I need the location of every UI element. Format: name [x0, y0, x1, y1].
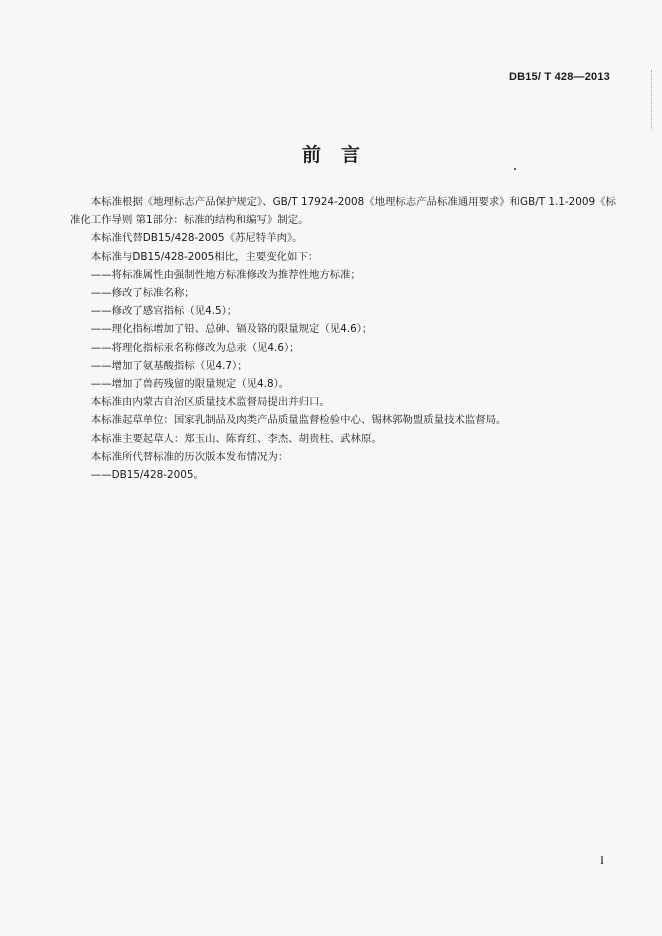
- list-item: ——理化指标增加了铅、总砷、镉及铬的限量规定（见4.6）；: [90, 323, 373, 336]
- list-item: ——增加了氨基酸指标（见4.7）；: [90, 359, 248, 372]
- list-item: ——增加了兽药残留的限量规定（见4.8）。: [90, 378, 290, 391]
- list-item: ——将标准属性由强制性地方标准修改为推荐性地方标准；: [90, 268, 361, 281]
- page-number: I: [600, 853, 604, 867]
- paragraph: 本标准主要起草人：郑玉山、陈育红、李杰、胡贵柱、武林原。: [90, 432, 382, 445]
- paragraph: 本标准所代替标准的历次版本发布情况为：: [90, 450, 289, 463]
- page-title: 前言: [301, 144, 380, 166]
- scan-speck: [514, 168, 516, 170]
- list-item: ——将理化指标汞名称修改为总汞（见4.6）；: [90, 341, 300, 354]
- paragraph: 本标准与DB15/428-2005相比，主要变化如下：: [90, 250, 319, 263]
- paragraph: 本标准起草单位：国家乳制品及肉类产品质量监督检验中心、锡林郭勒盟质量技术监督局。: [90, 414, 507, 427]
- document-body: [70, 193, 620, 484]
- paragraph: 本标准由内蒙古自治区质量技术监督局提出并归口。: [90, 396, 330, 409]
- document-code: DB15/ T 428—2013: [508, 71, 610, 83]
- paragraph: 本标准代替DB15/428-2005《苏尼特羊肉》。: [90, 232, 303, 245]
- list-item: ——修改了感官指标（见4.5）；: [90, 305, 238, 318]
- scan-edge-marks: [645, 70, 652, 130]
- paragraph: 本标准根据《地理标志产品保护规定》、GB/T 17924-2008《地理标志产品标准通用要求》和GB/T 1.1-2009《标准化工作导则 第1部分：标准的结构和编写》制定。: [70, 196, 616, 227]
- list-item: ——修改了标准名称；: [90, 287, 195, 300]
- list-item: ——DB15/428-2005。: [90, 469, 204, 482]
